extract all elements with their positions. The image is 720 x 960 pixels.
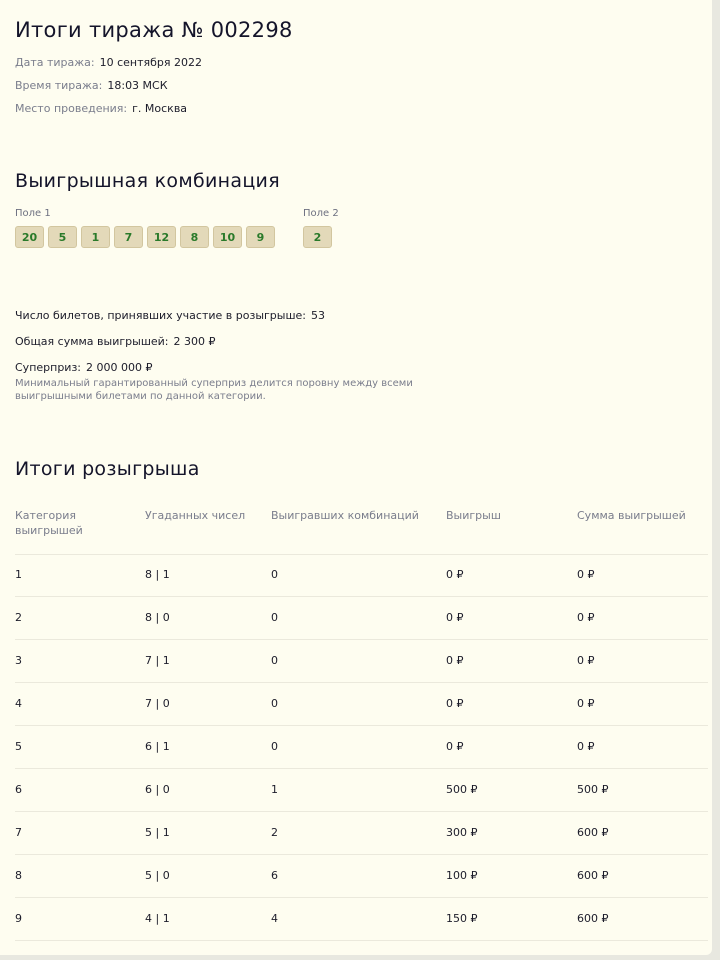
cell-total: 600 ₽ [577, 869, 609, 882]
cell-prize: 500 ₽ [446, 783, 478, 796]
number-ball: 12 [147, 226, 176, 248]
cell-total: 0 ₽ [577, 611, 595, 624]
cell-guessed: 6 | 1 [145, 740, 170, 753]
table-row [15, 597, 708, 640]
superprize-label: Суперприз: [15, 361, 82, 374]
cell-prize: 0 ₽ [446, 740, 464, 753]
number-ball: 7 [114, 226, 143, 248]
field1-balls [15, 226, 275, 248]
number-ball: 9 [246, 226, 275, 248]
cell-total: 0 ₽ [577, 568, 595, 581]
total-winnings-value: 2 300 ₽ [173, 335, 216, 348]
draw-date-label: Дата тиража: [15, 56, 95, 69]
results-title: Итоги розыгрыша [15, 458, 200, 480]
table-row [15, 769, 708, 812]
cell-winning-combinations: 1 [271, 783, 278, 796]
cell-total: 0 ₽ [577, 654, 595, 667]
cell-winning-combinations: 0 [271, 654, 278, 667]
cell-winning-combinations: 4 [271, 912, 278, 925]
cell-category: 3 [15, 654, 22, 667]
cell-prize: 100 ₽ [446, 869, 478, 882]
cell-prize: 300 ₽ [446, 826, 478, 839]
cell-winning-combinations: 0 [271, 568, 278, 581]
column-header-total: Сумма выигрышей [577, 509, 686, 522]
table-row [15, 683, 708, 726]
cell-category: 8 [15, 869, 22, 882]
cell-total: 0 ₽ [577, 740, 595, 753]
field2-label: Поле 2 [303, 208, 339, 219]
cell-total: 500 ₽ [577, 783, 609, 796]
cell-guessed: 6 | 0 [145, 783, 170, 796]
draw-date-row [15, 56, 202, 69]
table-row [15, 726, 708, 769]
cell-prize: 0 ₽ [446, 697, 464, 710]
draw-date-value: 10 сентября 2022 [99, 56, 203, 69]
results-table-header [15, 508, 708, 555]
table-row [15, 554, 708, 597]
cell-guessed: 7 | 1 [145, 654, 170, 667]
cell-winning-combinations: 0 [271, 697, 278, 710]
cell-winning-combinations: 0 [271, 740, 278, 753]
draw-time-value: 18:03 МСК [107, 79, 168, 92]
cell-category: 5 [15, 740, 22, 753]
table-row [15, 898, 708, 941]
number-ball: 2 [303, 226, 332, 248]
cell-total: 0 ₽ [577, 697, 595, 710]
cell-winning-combinations: 6 [271, 869, 278, 882]
column-header-prize: Выигрыш [446, 509, 501, 522]
results-table-body [15, 554, 708, 941]
number-ball: 20 [15, 226, 44, 248]
cell-category: 4 [15, 697, 22, 710]
draw-time-label: Время тиража: [15, 79, 103, 92]
cell-category: 9 [15, 912, 22, 925]
cell-guessed: 8 | 0 [145, 611, 170, 624]
draw-place-label: Место проведения: [15, 102, 128, 115]
number-ball: 5 [48, 226, 77, 248]
total-winnings-label: Общая сумма выигрышей: [15, 335, 169, 348]
cell-category: 2 [15, 611, 22, 624]
cell-prize: 0 ₽ [446, 654, 464, 667]
table-row [15, 855, 708, 898]
table-row [15, 640, 708, 683]
superprize-value: 2 000 000 ₽ [86, 361, 153, 374]
cell-guessed: 8 | 1 [145, 568, 170, 581]
cell-winning-combinations: 0 [271, 611, 278, 624]
column-header-guessed: Угаданных чисел [145, 509, 246, 522]
cell-guessed: 5 | 0 [145, 869, 170, 882]
cell-guessed: 5 | 1 [145, 826, 170, 839]
cell-category: 1 [15, 568, 22, 581]
cell-total: 600 ₽ [577, 912, 609, 925]
number-ball: 10 [213, 226, 242, 248]
cell-total: 600 ₽ [577, 826, 609, 839]
combination-title: Выигрышная комбинация [15, 170, 280, 192]
page-title: Итоги тиража № 002298 [15, 18, 293, 42]
column-header-category: Категория выигрышей [15, 509, 83, 537]
superprize-row [15, 361, 153, 374]
total-winnings-row [15, 335, 216, 348]
cell-prize: 0 ₽ [446, 611, 464, 624]
field1-label: Поле 1 [15, 208, 51, 219]
cell-prize: 150 ₽ [446, 912, 478, 925]
draw-place-value: г. Москва [132, 102, 188, 115]
draw-time-row [15, 79, 168, 92]
tickets-count-label: Число билетов, принявших участие в розыгрыше: [15, 309, 307, 322]
draw-place-row [15, 102, 187, 115]
cell-category: 6 [15, 783, 22, 796]
superprize-note: Минимальный гарантированный суперприз делится поровну между всеми выигрышными билетами по данной категории. [15, 378, 413, 402]
cell-guessed: 4 | 1 [145, 912, 170, 925]
cell-winning-combinations: 2 [271, 826, 278, 839]
cell-prize: 0 ₽ [446, 568, 464, 581]
cell-guessed: 7 | 0 [145, 697, 170, 710]
number-ball: 1 [81, 226, 110, 248]
field2-balls [303, 226, 332, 248]
tickets-count-row [15, 309, 325, 322]
number-ball: 8 [180, 226, 209, 248]
column-header-winning-combinations: Выигравших комбинаций [271, 509, 419, 522]
tickets-count-value: 53 [311, 309, 326, 322]
cell-category: 7 [15, 826, 22, 839]
table-row [15, 812, 708, 855]
